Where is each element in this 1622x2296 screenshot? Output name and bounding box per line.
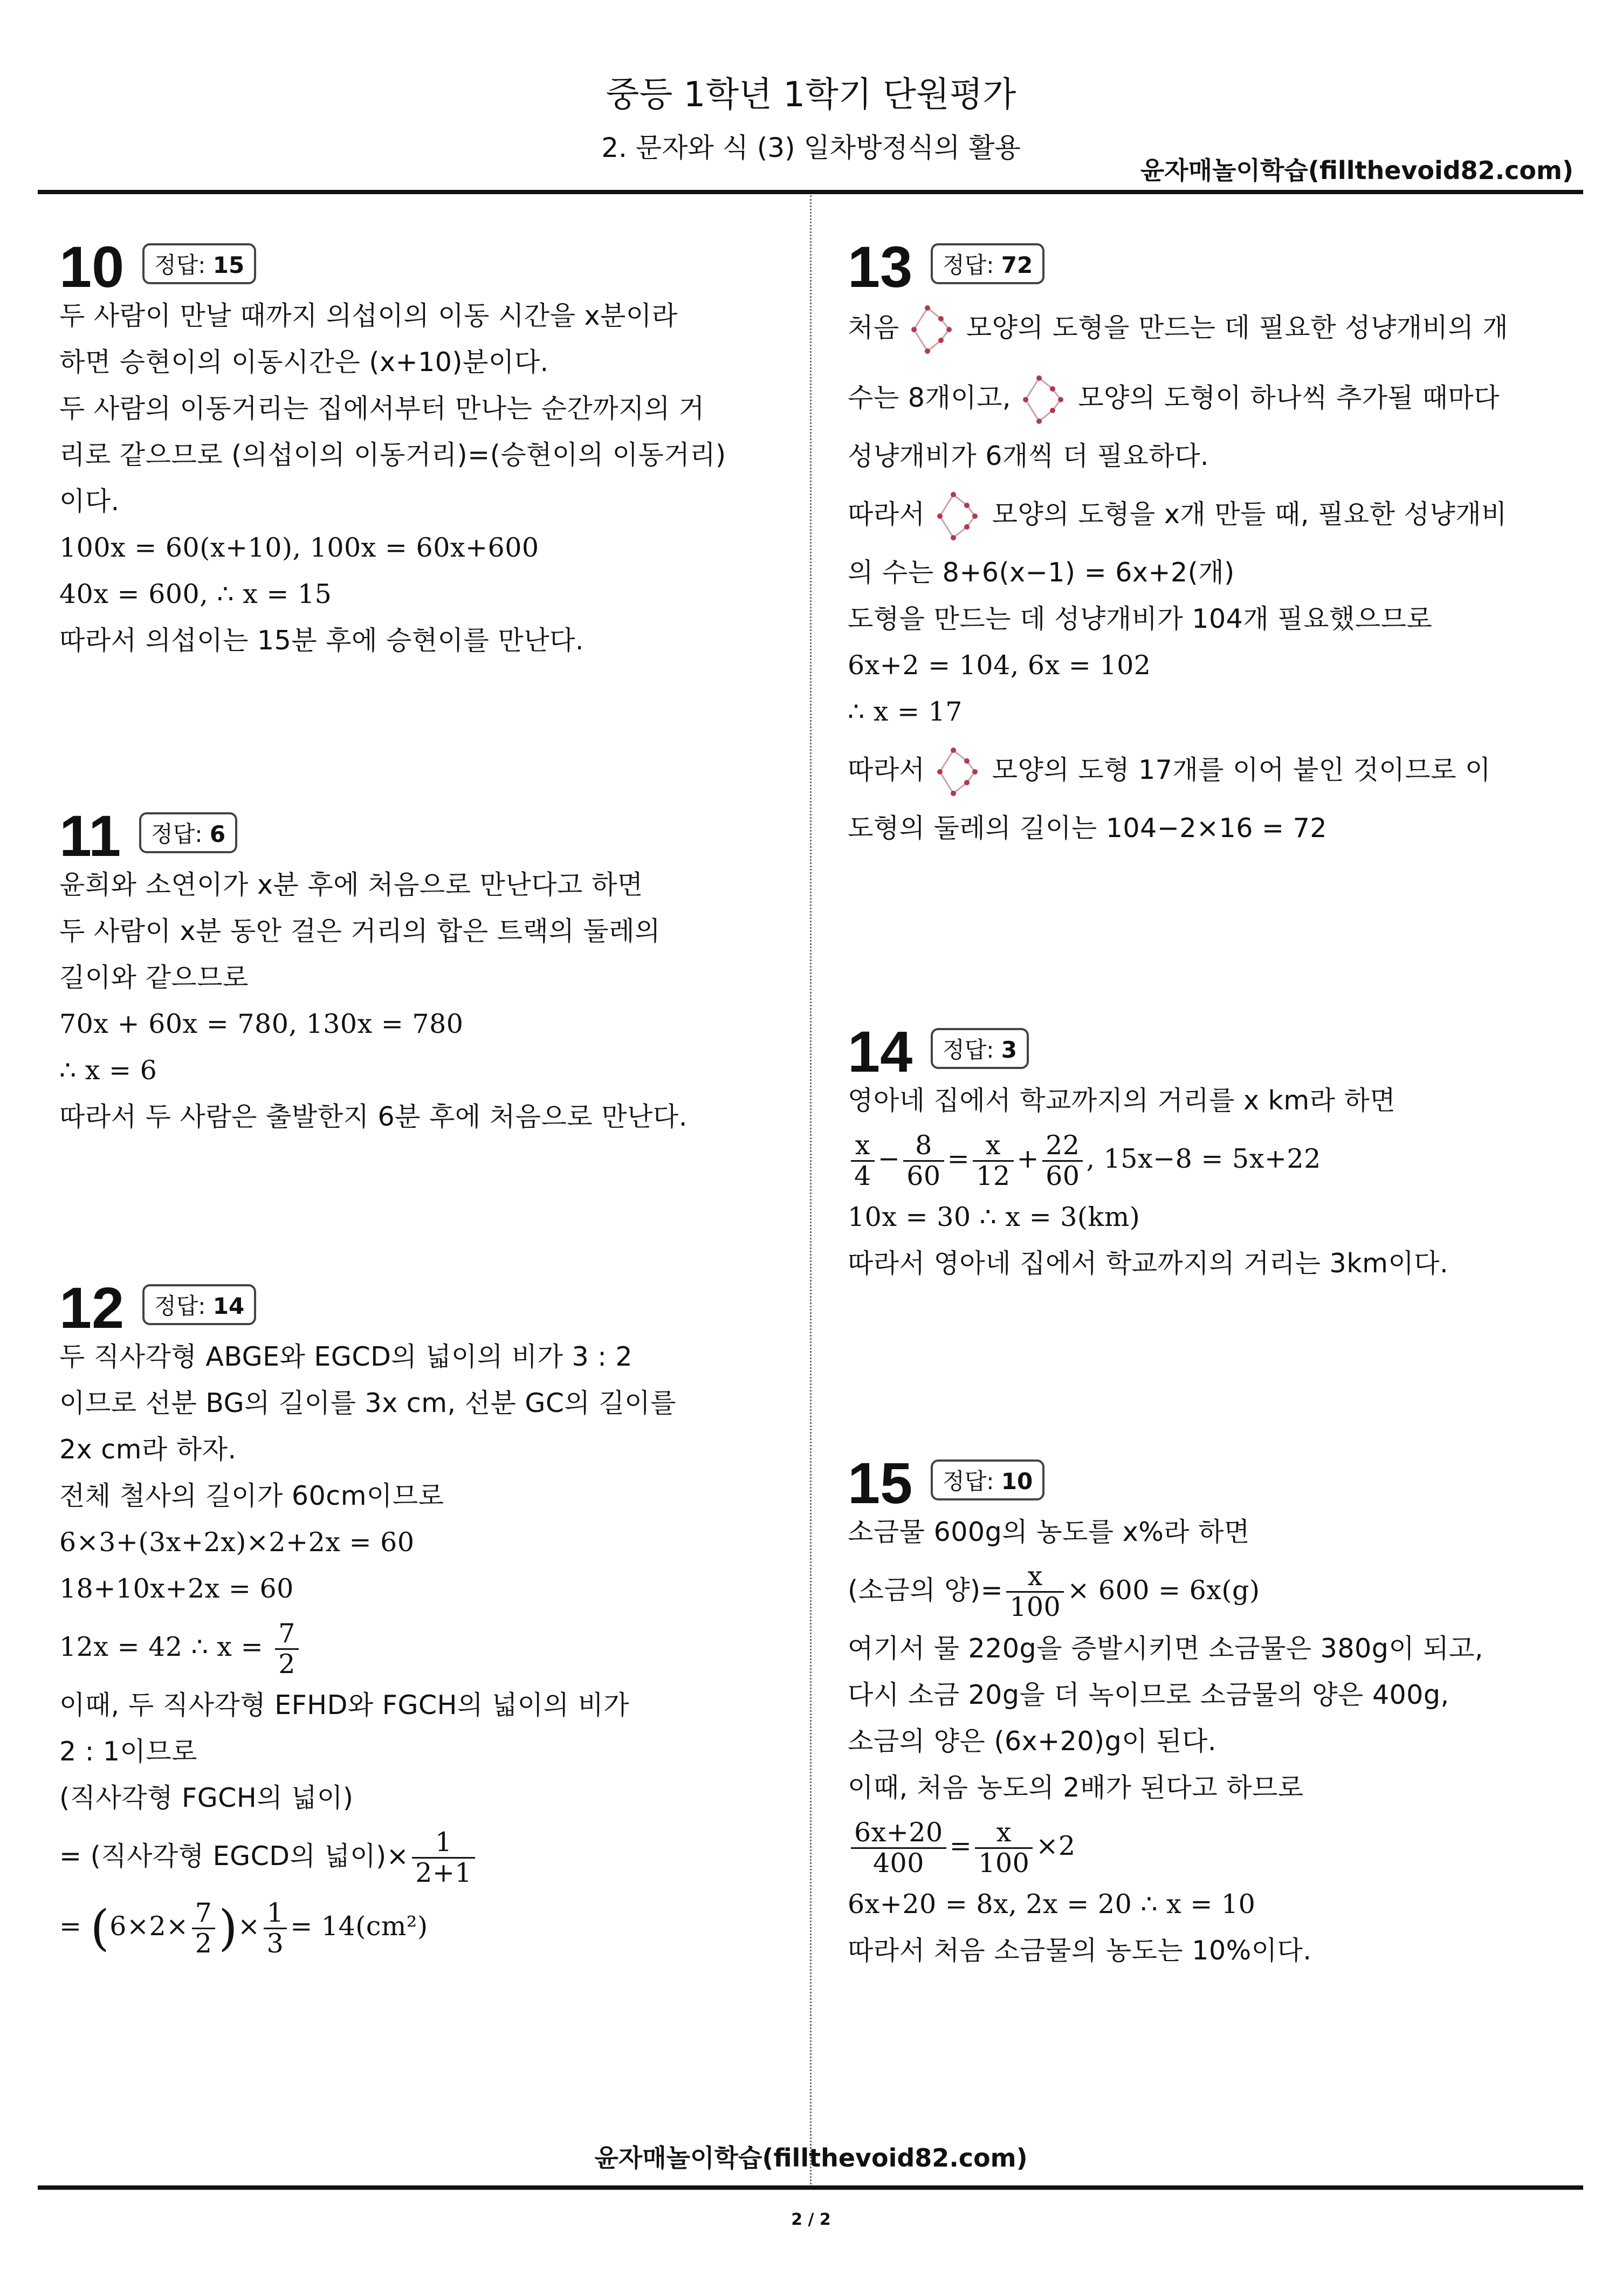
operator: = bbox=[947, 1143, 970, 1174]
solution-line: 의 수는 8+6(x−1) = 6x+2(개) bbox=[848, 557, 1235, 588]
problem-13 bbox=[848, 229, 1549, 852]
solution-line: 성냥개비가 6개씩 더 필요하다. bbox=[848, 441, 1209, 471]
page-number: 2 / 2 bbox=[791, 2210, 831, 2229]
problem-number: 15 bbox=[848, 1450, 913, 1516]
answer-value: 3 bbox=[1001, 1037, 1018, 1063]
equation-text: × bbox=[238, 1911, 260, 1942]
paren-open: ( bbox=[90, 1900, 110, 1957]
page-title: 중등 1학년 1학기 단원평가 bbox=[606, 75, 1016, 115]
equation-line bbox=[59, 1891, 755, 1964]
fraction-denominator: 4 bbox=[854, 1161, 871, 1191]
equation-line: 40x = 600, ∴ x = 15 bbox=[59, 579, 332, 609]
fraction-denominator: 100 bbox=[978, 1848, 1030, 1879]
matchstick-shape-icon bbox=[1023, 373, 1066, 427]
solution-line: 두 사람이 x분 동안 걸은 거리의 합은 트랙의 둘레의 bbox=[59, 916, 661, 947]
answer-value: 10 bbox=[1001, 1468, 1033, 1495]
fraction-numerator: 1 bbox=[264, 1899, 287, 1929]
equation-text: = (직사각형 EGCD의 넓이)× bbox=[59, 1841, 409, 1872]
fraction-denominator: 12 bbox=[976, 1161, 1011, 1191]
equation-line: 10x = 30 ∴ x = 3(km) bbox=[848, 1202, 1140, 1232]
text: 따라서 bbox=[848, 755, 925, 785]
text: 모양의 도형을 x개 만들 때, 필요한 성냥개비 bbox=[992, 499, 1507, 530]
equation-text: = 14(cm²) bbox=[290, 1911, 428, 1942]
matchstick-shape-icon bbox=[911, 303, 954, 357]
text: 처음 bbox=[848, 312, 899, 343]
problem-10 bbox=[59, 229, 755, 664]
solution-line: 영아네 집에서 학교까지의 거리를 x km라 하면 bbox=[848, 1085, 1396, 1116]
solution-line: 리로 같으므로 (의섭이의 이동거리)=(승현이의 이동거리) bbox=[59, 440, 726, 470]
problem-number: 11 bbox=[59, 803, 121, 868]
fraction-numerator: x bbox=[1006, 1562, 1064, 1593]
brand-header: 윤자매놀이학습(fillthevoid82.com) bbox=[1140, 156, 1573, 185]
brand-footer: 윤자매놀이학습(fillthevoid82.com) bbox=[594, 2143, 1028, 2172]
solution-line: 소금물 600g의 농도를 x%라 하면 bbox=[848, 1517, 1250, 1547]
solution-line bbox=[848, 735, 1549, 805]
answer-badge bbox=[142, 1284, 256, 1325]
solution-line: 다시 소금 20g을 더 녹이므로 소금물의 양은 400g, bbox=[848, 1680, 1449, 1710]
fraction-numerator: 22 bbox=[1042, 1131, 1083, 1162]
fraction-denominator: 3 bbox=[266, 1928, 284, 1959]
solution-line: 이다. bbox=[59, 486, 120, 517]
equation-line: 6×3+(3x+2x)×2+2x = 60 bbox=[59, 1527, 415, 1558]
answer-label: 정답: bbox=[943, 1037, 1001, 1063]
fraction-numerator: 8 bbox=[903, 1131, 944, 1162]
answer-label: 정답: bbox=[943, 1468, 1001, 1495]
solution-line: 도형을 만드는 데 성냥개비가 104개 필요했으므로 bbox=[848, 604, 1433, 634]
fraction-numerator: 7 bbox=[192, 1899, 216, 1929]
equation-line: 70x + 60x = 780, 130x = 780 bbox=[59, 1009, 464, 1039]
fraction-numerator: x bbox=[973, 1131, 1013, 1162]
fraction-denominator: 2 bbox=[195, 1928, 212, 1959]
equation-line bbox=[59, 1821, 755, 1891]
equation-text: ×2 bbox=[1036, 1831, 1076, 1861]
operator: − bbox=[877, 1143, 901, 1174]
solution-line: (직사각형 FGCH의 넓이) bbox=[59, 1783, 354, 1813]
fraction bbox=[973, 1131, 1013, 1191]
solution-line: 하면 승현이의 이동시간은 (x+10)분이다. bbox=[59, 347, 549, 378]
solution-line bbox=[848, 479, 1549, 550]
text: 모양의 도형 17개를 이어 붙인 것이므로 이 bbox=[992, 755, 1491, 785]
equation-line bbox=[848, 1555, 1549, 1626]
fraction bbox=[851, 1131, 875, 1191]
answer-badge bbox=[931, 1459, 1044, 1500]
solution-line: 소금의 양은 (6x+20)g이 된다. bbox=[848, 1726, 1216, 1757]
solution-line: 두 사람의 이동거리는 집에서부터 만나는 순간까지의 거 bbox=[59, 393, 705, 424]
answer-badge bbox=[931, 1028, 1029, 1069]
fraction-denominator: 400 bbox=[872, 1848, 924, 1879]
answer-label: 정답: bbox=[154, 252, 213, 278]
fraction bbox=[851, 1818, 946, 1878]
page-subtitle: 2. 문자와 식 (3) 일차방정식의 활용 bbox=[601, 132, 1021, 163]
fraction bbox=[903, 1131, 944, 1191]
answer-badge bbox=[931, 243, 1044, 284]
conclusion-line: 따라서 의섭이는 15분 후에 승현이를 만난다. bbox=[59, 625, 584, 656]
operator: = bbox=[949, 1831, 972, 1861]
equation-line bbox=[59, 1612, 755, 1682]
equation-line bbox=[848, 1811, 1549, 1881]
fraction-numerator: 7 bbox=[275, 1619, 299, 1650]
answer-label: 정답: bbox=[151, 821, 210, 847]
conclusion-line: 따라서 처음 소금물의 농도는 10%이다. bbox=[848, 1935, 1312, 1966]
text: 수는 8개이고, bbox=[848, 382, 1011, 413]
solution-line: 길이와 같으므로 bbox=[59, 962, 249, 993]
answer-badge bbox=[139, 812, 237, 853]
fraction-denominator: 2+1 bbox=[415, 1858, 472, 1888]
answer-value: 14 bbox=[212, 1293, 245, 1319]
answer-label: 정답: bbox=[154, 1293, 213, 1319]
equation-line: ∴ x = 17 bbox=[848, 696, 963, 727]
equation-text: × 600 = 6x(g) bbox=[1067, 1575, 1260, 1606]
solution-line bbox=[848, 363, 1549, 433]
answer-value: 72 bbox=[1001, 252, 1033, 278]
solution-line: 2x cm라 하자. bbox=[59, 1434, 237, 1465]
solution-line: 윤희와 소연이가 x분 후에 처음으로 만난다고 하면 bbox=[59, 869, 643, 900]
answer-badge bbox=[142, 243, 256, 284]
solution-line: 이므로 선분 BG의 길이를 3x cm, 선분 GC의 길이를 bbox=[59, 1388, 676, 1418]
fraction bbox=[1042, 1131, 1083, 1191]
fraction bbox=[275, 1619, 299, 1679]
equation-text: , 15x−8 = 5x+22 bbox=[1086, 1143, 1321, 1174]
column-divider bbox=[810, 195, 812, 2184]
problem-number: 10 bbox=[59, 234, 125, 299]
solution-line: 두 사람이 만날 때까지 의섭이의 이동 시간을 x분이라 bbox=[59, 300, 678, 331]
solution-line bbox=[848, 293, 1549, 363]
fraction-denominator: 2 bbox=[278, 1649, 295, 1680]
fraction-numerator: x bbox=[975, 1818, 1033, 1849]
fraction-numerator: 1 bbox=[412, 1828, 475, 1859]
conclusion-line: 따라서 두 사람은 출발한지 6분 후에 처음으로 만난다. bbox=[59, 1101, 688, 1132]
equation-line bbox=[848, 1124, 1549, 1194]
footer-rule bbox=[38, 2185, 1583, 2190]
equation-text: = bbox=[59, 1911, 91, 1942]
conclusion-line: 따라서 영아네 집에서 학교까지의 거리는 3km이다. bbox=[848, 1248, 1449, 1279]
equation-line: 6x+2 = 104, 6x = 102 bbox=[848, 650, 1151, 681]
equation-line: 6x+20 = 8x, 2x = 20 ∴ x = 10 bbox=[848, 1889, 1256, 1920]
equation-text: 6×2× bbox=[109, 1911, 189, 1942]
fraction bbox=[264, 1899, 287, 1958]
solution-line: 이때, 처음 농도의 2배가 된다고 하므로 bbox=[848, 1772, 1304, 1803]
answer-value: 15 bbox=[212, 252, 245, 278]
problem-number: 12 bbox=[59, 1274, 125, 1340]
equation-line: 18+10x+2x = 60 bbox=[59, 1573, 294, 1604]
solution-line: 여기서 물 220g을 증발시키면 소금물은 380g이 되고, bbox=[848, 1633, 1483, 1664]
problem-12 bbox=[59, 1270, 755, 1964]
problem-14 bbox=[848, 1014, 1549, 1287]
answer-value: 6 bbox=[209, 821, 226, 847]
operator: + bbox=[1016, 1143, 1040, 1174]
equation-text: 12x = 42 ∴ x = bbox=[59, 1632, 272, 1662]
problem-number: 14 bbox=[848, 1018, 913, 1084]
text: 모양의 도형을 만드는 데 필요한 성냥개비의 개 bbox=[966, 312, 1509, 343]
solution-line: 전체 철사의 길이가 60cm이므로 bbox=[59, 1481, 444, 1511]
header-rule bbox=[38, 190, 1583, 194]
equation-text: (소금의 양)= bbox=[848, 1575, 1004, 1606]
fraction-numerator: 6x+20 bbox=[851, 1818, 946, 1849]
problem-11 bbox=[59, 798, 755, 1140]
problem-15 bbox=[848, 1445, 1549, 1974]
fraction-denominator: 60 bbox=[1046, 1161, 1080, 1191]
fraction bbox=[1006, 1562, 1064, 1622]
fraction bbox=[192, 1899, 216, 1958]
solution-line: 두 직사각형 ABGE와 EGCD의 넓이의 비가 3 : 2 bbox=[59, 1341, 633, 1372]
problem-number: 13 bbox=[848, 234, 913, 299]
matchstick-shape-icon bbox=[937, 745, 980, 799]
fraction-numerator: x bbox=[851, 1131, 875, 1162]
fraction-denominator: 100 bbox=[1009, 1592, 1061, 1622]
solution-line: 2 : 1이므로 bbox=[59, 1736, 198, 1767]
fraction bbox=[412, 1828, 475, 1888]
equation-line: 100x = 60(x+10), 100x = 60x+600 bbox=[59, 532, 539, 563]
text: 모양의 도형이 하나씩 추가될 때마다 bbox=[1078, 382, 1500, 413]
equation-line: ∴ x = 6 bbox=[59, 1055, 157, 1086]
fraction-denominator: 60 bbox=[906, 1161, 941, 1191]
conclusion-line: 도형의 둘레의 길이는 104−2×16 = 72 bbox=[848, 813, 1327, 844]
text: 따라서 bbox=[848, 499, 925, 530]
solution-line: 이때, 두 직사각형 EFHD와 FGCH의 넓이의 비가 bbox=[59, 1690, 630, 1721]
answer-label: 정답: bbox=[943, 252, 1001, 278]
paren-close: ) bbox=[218, 1900, 238, 1957]
fraction bbox=[975, 1818, 1033, 1878]
matchstick-shape-icon bbox=[937, 489, 980, 543]
